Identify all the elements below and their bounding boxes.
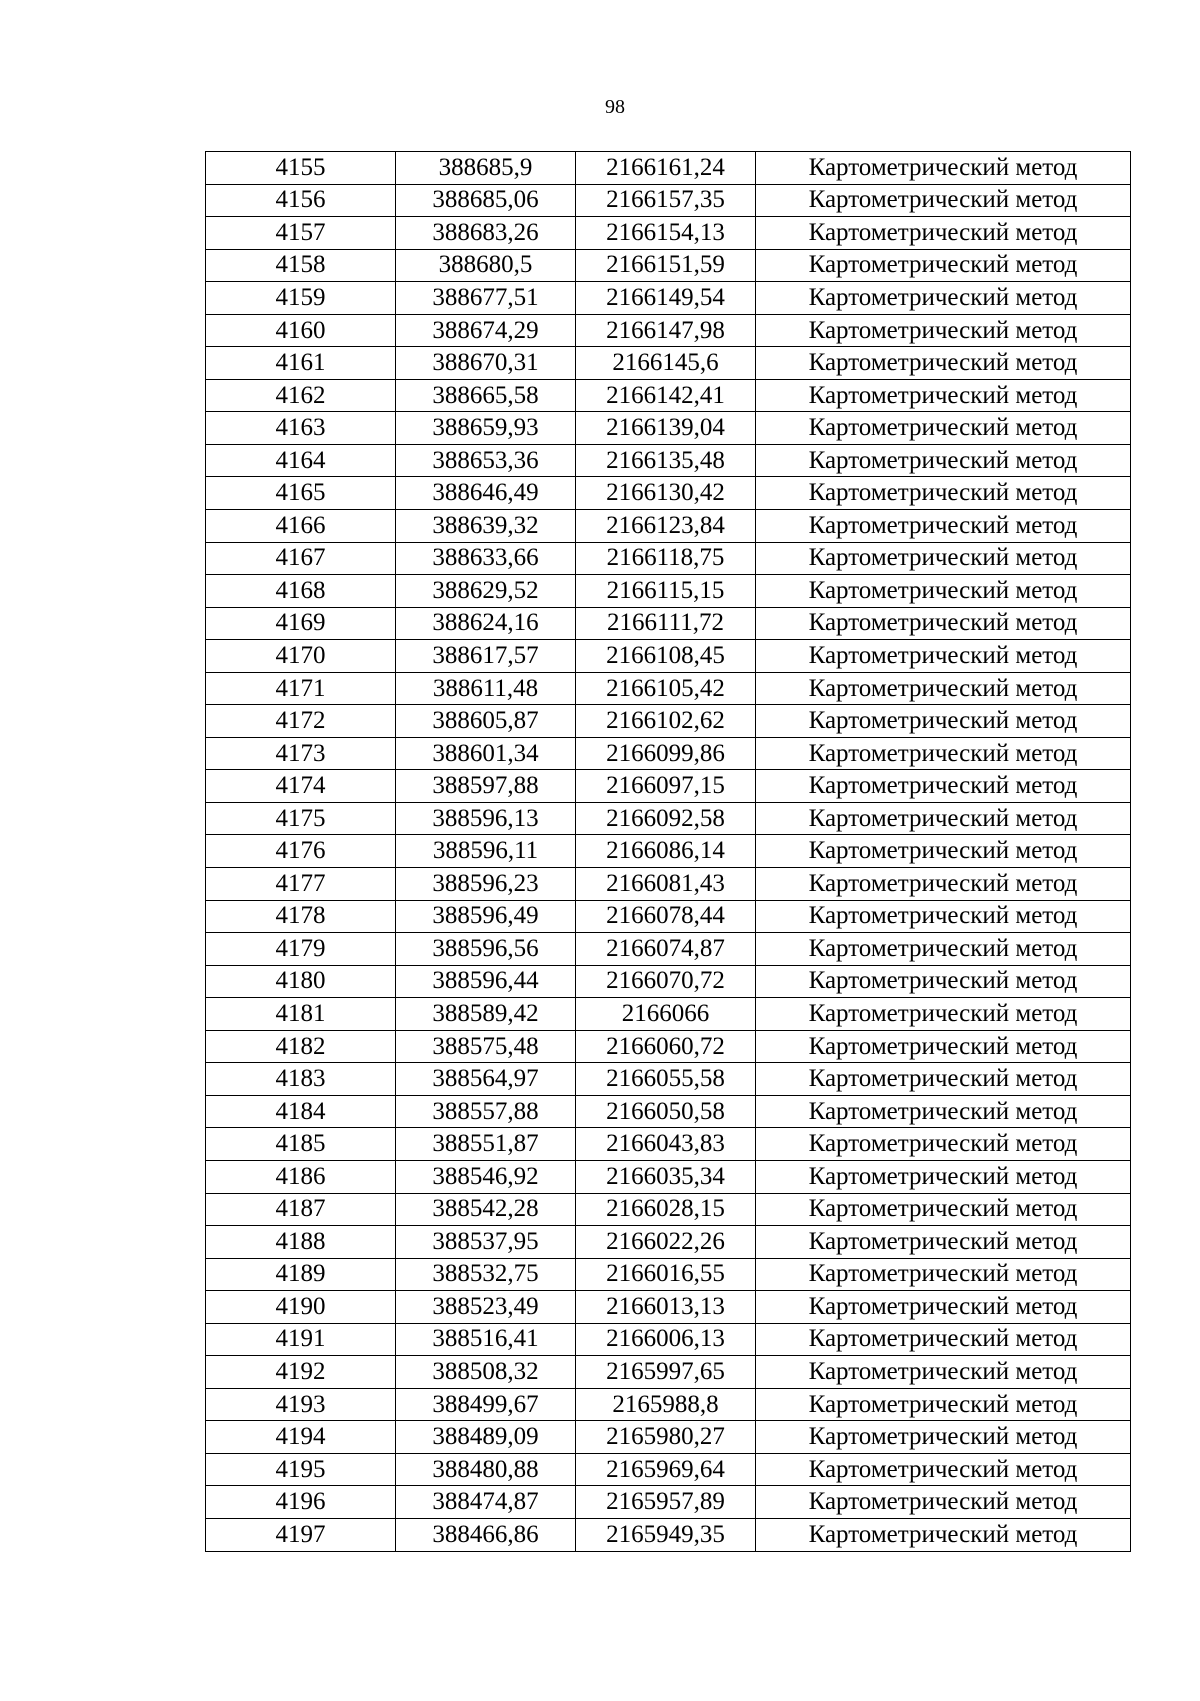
point-number-cell: 4194 — [206, 1421, 396, 1454]
point-number-cell: 4175 — [206, 802, 396, 835]
table-row — [206, 1226, 1131, 1259]
x-coordinate-cell: 388659,93 — [396, 412, 576, 445]
point-number-cell: 4180 — [206, 965, 396, 998]
method-cell: Картометрический метод — [756, 282, 1131, 315]
table-row — [206, 802, 1131, 835]
x-coordinate-cell: 388508,32 — [396, 1356, 576, 1389]
y-coordinate-cell: 2166050,58 — [576, 1095, 756, 1128]
method-cell: Картометрический метод — [756, 542, 1131, 575]
point-number-cell: 4161 — [206, 347, 396, 380]
point-number-cell: 4189 — [206, 1258, 396, 1291]
method-cell: Картометрический метод — [756, 1388, 1131, 1421]
point-number-cell: 4171 — [206, 672, 396, 705]
x-coordinate-cell: 388653,36 — [396, 444, 576, 477]
method-cell: Картометрический метод — [756, 1160, 1131, 1193]
method-cell: Картометрический метод — [756, 575, 1131, 608]
y-coordinate-cell: 2165957,89 — [576, 1486, 756, 1519]
y-coordinate-cell: 2166154,13 — [576, 217, 756, 250]
x-coordinate-cell: 388629,52 — [396, 575, 576, 608]
point-number-cell: 4162 — [206, 379, 396, 412]
x-coordinate-cell: 388596,23 — [396, 868, 576, 901]
table-row — [206, 152, 1131, 185]
table-row — [206, 1291, 1131, 1324]
table-row — [206, 868, 1131, 901]
y-coordinate-cell: 2166147,98 — [576, 314, 756, 347]
table-row — [206, 1356, 1131, 1389]
method-cell: Картометрический метод — [756, 998, 1131, 1031]
point-number-cell: 4178 — [206, 900, 396, 933]
table-row — [206, 379, 1131, 412]
y-coordinate-cell: 2166092,58 — [576, 802, 756, 835]
y-coordinate-cell: 2166102,62 — [576, 705, 756, 738]
y-coordinate-cell: 2166123,84 — [576, 510, 756, 543]
x-coordinate-cell: 388617,57 — [396, 640, 576, 673]
point-number-cell: 4156 — [206, 184, 396, 217]
table-row — [206, 282, 1131, 315]
x-coordinate-cell: 388499,67 — [396, 1388, 576, 1421]
table-row — [206, 1030, 1131, 1063]
y-coordinate-cell: 2166161,24 — [576, 152, 756, 185]
table-row — [206, 607, 1131, 640]
y-coordinate-cell: 2166013,13 — [576, 1291, 756, 1324]
x-coordinate-cell: 388685,9 — [396, 152, 576, 185]
table-row — [206, 965, 1131, 998]
y-coordinate-cell: 2166108,45 — [576, 640, 756, 673]
point-number-cell: 4172 — [206, 705, 396, 738]
table-row — [206, 1193, 1131, 1226]
point-number-cell: 4158 — [206, 249, 396, 282]
y-coordinate-cell: 2166099,86 — [576, 737, 756, 770]
method-cell: Картометрический метод — [756, 444, 1131, 477]
x-coordinate-cell: 388685,06 — [396, 184, 576, 217]
table-row — [206, 705, 1131, 738]
method-cell: Картометрический метод — [756, 640, 1131, 673]
method-cell: Картометрический метод — [756, 933, 1131, 966]
table-row — [206, 835, 1131, 868]
x-coordinate-cell: 388542,28 — [396, 1193, 576, 1226]
y-coordinate-cell: 2166066 — [576, 998, 756, 1031]
table-row — [206, 737, 1131, 770]
x-coordinate-cell: 388624,16 — [396, 607, 576, 640]
y-coordinate-cell: 2166081,43 — [576, 868, 756, 901]
y-coordinate-cell: 2166055,58 — [576, 1063, 756, 1096]
y-coordinate-cell: 2166149,54 — [576, 282, 756, 315]
y-coordinate-cell: 2166006,13 — [576, 1323, 756, 1356]
point-number-cell: 4163 — [206, 412, 396, 445]
method-cell: Картометрический метод — [756, 1356, 1131, 1389]
y-coordinate-cell: 2166118,75 — [576, 542, 756, 575]
y-coordinate-cell: 2166157,35 — [576, 184, 756, 217]
y-coordinate-cell: 2165980,27 — [576, 1421, 756, 1454]
x-coordinate-cell: 388596,49 — [396, 900, 576, 933]
point-number-cell: 4192 — [206, 1356, 396, 1389]
x-coordinate-cell: 388557,88 — [396, 1095, 576, 1128]
table-row — [206, 1258, 1131, 1291]
point-number-cell: 4174 — [206, 770, 396, 803]
x-coordinate-cell: 388532,75 — [396, 1258, 576, 1291]
page-number: 98 — [605, 96, 625, 118]
method-cell: Картометрический метод — [756, 1030, 1131, 1063]
table-row — [206, 1323, 1131, 1356]
table-row — [206, 933, 1131, 966]
point-number-cell: 4182 — [206, 1030, 396, 1063]
table-row — [206, 1518, 1131, 1551]
point-number-cell: 4164 — [206, 444, 396, 477]
x-coordinate-cell: 388677,51 — [396, 282, 576, 315]
point-number-cell: 4184 — [206, 1095, 396, 1128]
point-number-cell: 4173 — [206, 737, 396, 770]
y-coordinate-cell: 2166022,26 — [576, 1226, 756, 1259]
method-cell: Картометрический метод — [756, 1193, 1131, 1226]
point-number-cell: 4179 — [206, 933, 396, 966]
point-number-cell: 4185 — [206, 1128, 396, 1161]
y-coordinate-cell: 2166139,04 — [576, 412, 756, 445]
point-number-cell: 4169 — [206, 607, 396, 640]
x-coordinate-cell: 388474,87 — [396, 1486, 576, 1519]
method-cell: Картометрический метод — [756, 152, 1131, 185]
x-coordinate-cell: 388546,92 — [396, 1160, 576, 1193]
method-cell: Картометрический метод — [756, 1258, 1131, 1291]
table-row — [206, 314, 1131, 347]
y-coordinate-cell: 2165969,64 — [576, 1453, 756, 1486]
point-number-cell: 4177 — [206, 868, 396, 901]
y-coordinate-cell: 2166130,42 — [576, 477, 756, 510]
y-coordinate-cell: 2166070,72 — [576, 965, 756, 998]
method-cell: Картометрический метод — [756, 379, 1131, 412]
table-row — [206, 249, 1131, 282]
method-cell: Картометрический метод — [756, 1323, 1131, 1356]
table-row — [206, 770, 1131, 803]
point-number-cell: 4167 — [206, 542, 396, 575]
y-coordinate-cell: 2166142,41 — [576, 379, 756, 412]
method-cell: Картометрический метод — [756, 510, 1131, 543]
point-number-cell: 4159 — [206, 282, 396, 315]
table-row — [206, 347, 1131, 380]
table-row — [206, 900, 1131, 933]
y-coordinate-cell: 2166115,15 — [576, 575, 756, 608]
table-row — [206, 542, 1131, 575]
method-cell: Картометрический метод — [756, 477, 1131, 510]
x-coordinate-cell: 388683,26 — [396, 217, 576, 250]
x-coordinate-cell: 388596,11 — [396, 835, 576, 868]
table-row — [206, 444, 1131, 477]
point-number-cell: 4195 — [206, 1453, 396, 1486]
coordinates-table-body — [206, 152, 1131, 1552]
method-cell: Картометрический метод — [756, 835, 1131, 868]
method-cell: Картометрический метод — [756, 868, 1131, 901]
x-coordinate-cell: 388551,87 — [396, 1128, 576, 1161]
x-coordinate-cell: 388564,97 — [396, 1063, 576, 1096]
table-row — [206, 184, 1131, 217]
point-number-cell: 4160 — [206, 314, 396, 347]
method-cell: Картометрический метод — [756, 1095, 1131, 1128]
x-coordinate-cell: 388674,29 — [396, 314, 576, 347]
point-number-cell: 4165 — [206, 477, 396, 510]
x-coordinate-cell: 388646,49 — [396, 477, 576, 510]
x-coordinate-cell: 388605,87 — [396, 705, 576, 738]
method-cell: Картометрический метод — [756, 802, 1131, 835]
y-coordinate-cell: 2166097,15 — [576, 770, 756, 803]
x-coordinate-cell: 388633,66 — [396, 542, 576, 575]
method-cell: Картометрический метод — [756, 672, 1131, 705]
method-cell: Картометрический метод — [756, 1291, 1131, 1324]
y-coordinate-cell: 2166043,83 — [576, 1128, 756, 1161]
method-cell: Картометрический метод — [756, 607, 1131, 640]
table-row — [206, 412, 1131, 445]
table-row — [206, 477, 1131, 510]
y-coordinate-cell: 2166035,34 — [576, 1160, 756, 1193]
x-coordinate-cell: 388596,13 — [396, 802, 576, 835]
table-row — [206, 1453, 1131, 1486]
x-coordinate-cell: 388670,31 — [396, 347, 576, 380]
x-coordinate-cell: 388680,5 — [396, 249, 576, 282]
y-coordinate-cell: 2166074,87 — [576, 933, 756, 966]
point-number-cell: 4188 — [206, 1226, 396, 1259]
y-coordinate-cell: 2166060,72 — [576, 1030, 756, 1063]
point-number-cell: 4197 — [206, 1518, 396, 1551]
table-row — [206, 1388, 1131, 1421]
x-coordinate-cell: 388665,58 — [396, 379, 576, 412]
method-cell: Картометрический метод — [756, 412, 1131, 445]
x-coordinate-cell: 388480,88 — [396, 1453, 576, 1486]
x-coordinate-cell: 388466,86 — [396, 1518, 576, 1551]
table-row — [206, 672, 1131, 705]
y-coordinate-cell: 2166111,72 — [576, 607, 756, 640]
point-number-cell: 4155 — [206, 152, 396, 185]
method-cell: Картометрический метод — [756, 770, 1131, 803]
table-row — [206, 998, 1131, 1031]
method-cell: Картометрический метод — [756, 1421, 1131, 1454]
table-row — [206, 1160, 1131, 1193]
table-row — [206, 1421, 1131, 1454]
method-cell: Картометрический метод — [756, 900, 1131, 933]
point-number-cell: 4157 — [206, 217, 396, 250]
table-row — [206, 510, 1131, 543]
point-number-cell: 4176 — [206, 835, 396, 868]
method-cell: Картометрический метод — [756, 1226, 1131, 1259]
point-number-cell: 4168 — [206, 575, 396, 608]
y-coordinate-cell: 2165997,65 — [576, 1356, 756, 1389]
table-row — [206, 575, 1131, 608]
point-number-cell: 4193 — [206, 1388, 396, 1421]
method-cell: Картометрический метод — [756, 1128, 1131, 1161]
y-coordinate-cell: 2166078,44 — [576, 900, 756, 933]
method-cell: Картометрический метод — [756, 737, 1131, 770]
method-cell: Картометрический метод — [756, 314, 1131, 347]
x-coordinate-cell: 388611,48 — [396, 672, 576, 705]
x-coordinate-cell: 388537,95 — [396, 1226, 576, 1259]
x-coordinate-cell: 388575,48 — [396, 1030, 576, 1063]
table-row — [206, 1063, 1131, 1096]
point-number-cell: 4183 — [206, 1063, 396, 1096]
x-coordinate-cell: 388489,09 — [396, 1421, 576, 1454]
table-row — [206, 1128, 1131, 1161]
x-coordinate-cell: 388596,56 — [396, 933, 576, 966]
x-coordinate-cell: 388589,42 — [396, 998, 576, 1031]
method-cell: Картометрический метод — [756, 1486, 1131, 1519]
method-cell: Картометрический метод — [756, 184, 1131, 217]
table-row — [206, 217, 1131, 250]
method-cell: Картометрический метод — [756, 347, 1131, 380]
table-row — [206, 1095, 1131, 1128]
point-number-cell: 4181 — [206, 998, 396, 1031]
x-coordinate-cell: 388523,49 — [396, 1291, 576, 1324]
table-row — [206, 1486, 1131, 1519]
x-coordinate-cell: 388639,32 — [396, 510, 576, 543]
y-coordinate-cell: 2165949,35 — [576, 1518, 756, 1551]
x-coordinate-cell: 388597,88 — [396, 770, 576, 803]
point-number-cell: 4196 — [206, 1486, 396, 1519]
point-number-cell: 4190 — [206, 1291, 396, 1324]
point-number-cell: 4191 — [206, 1323, 396, 1356]
y-coordinate-cell: 2166028,15 — [576, 1193, 756, 1226]
point-number-cell: 4170 — [206, 640, 396, 673]
method-cell: Картометрический метод — [756, 217, 1131, 250]
x-coordinate-cell: 388596,44 — [396, 965, 576, 998]
point-number-cell: 4187 — [206, 1193, 396, 1226]
method-cell: Картометрический метод — [756, 1063, 1131, 1096]
y-coordinate-cell: 2166016,55 — [576, 1258, 756, 1291]
y-coordinate-cell: 2166135,48 — [576, 444, 756, 477]
point-number-cell: 4166 — [206, 510, 396, 543]
coordinates-table — [205, 151, 1131, 1552]
y-coordinate-cell: 2165988,8 — [576, 1388, 756, 1421]
method-cell: Картометрический метод — [756, 1453, 1131, 1486]
x-coordinate-cell: 388516,41 — [396, 1323, 576, 1356]
method-cell: Картометрический метод — [756, 249, 1131, 282]
method-cell: Картометрический метод — [756, 1518, 1131, 1551]
y-coordinate-cell: 2166086,14 — [576, 835, 756, 868]
y-coordinate-cell: 2166145,6 — [576, 347, 756, 380]
method-cell: Картометрический метод — [756, 705, 1131, 738]
y-coordinate-cell: 2166105,42 — [576, 672, 756, 705]
y-coordinate-cell: 2166151,59 — [576, 249, 756, 282]
method-cell: Картометрический метод — [756, 965, 1131, 998]
point-number-cell: 4186 — [206, 1160, 396, 1193]
table-row — [206, 640, 1131, 673]
x-coordinate-cell: 388601,34 — [396, 737, 576, 770]
